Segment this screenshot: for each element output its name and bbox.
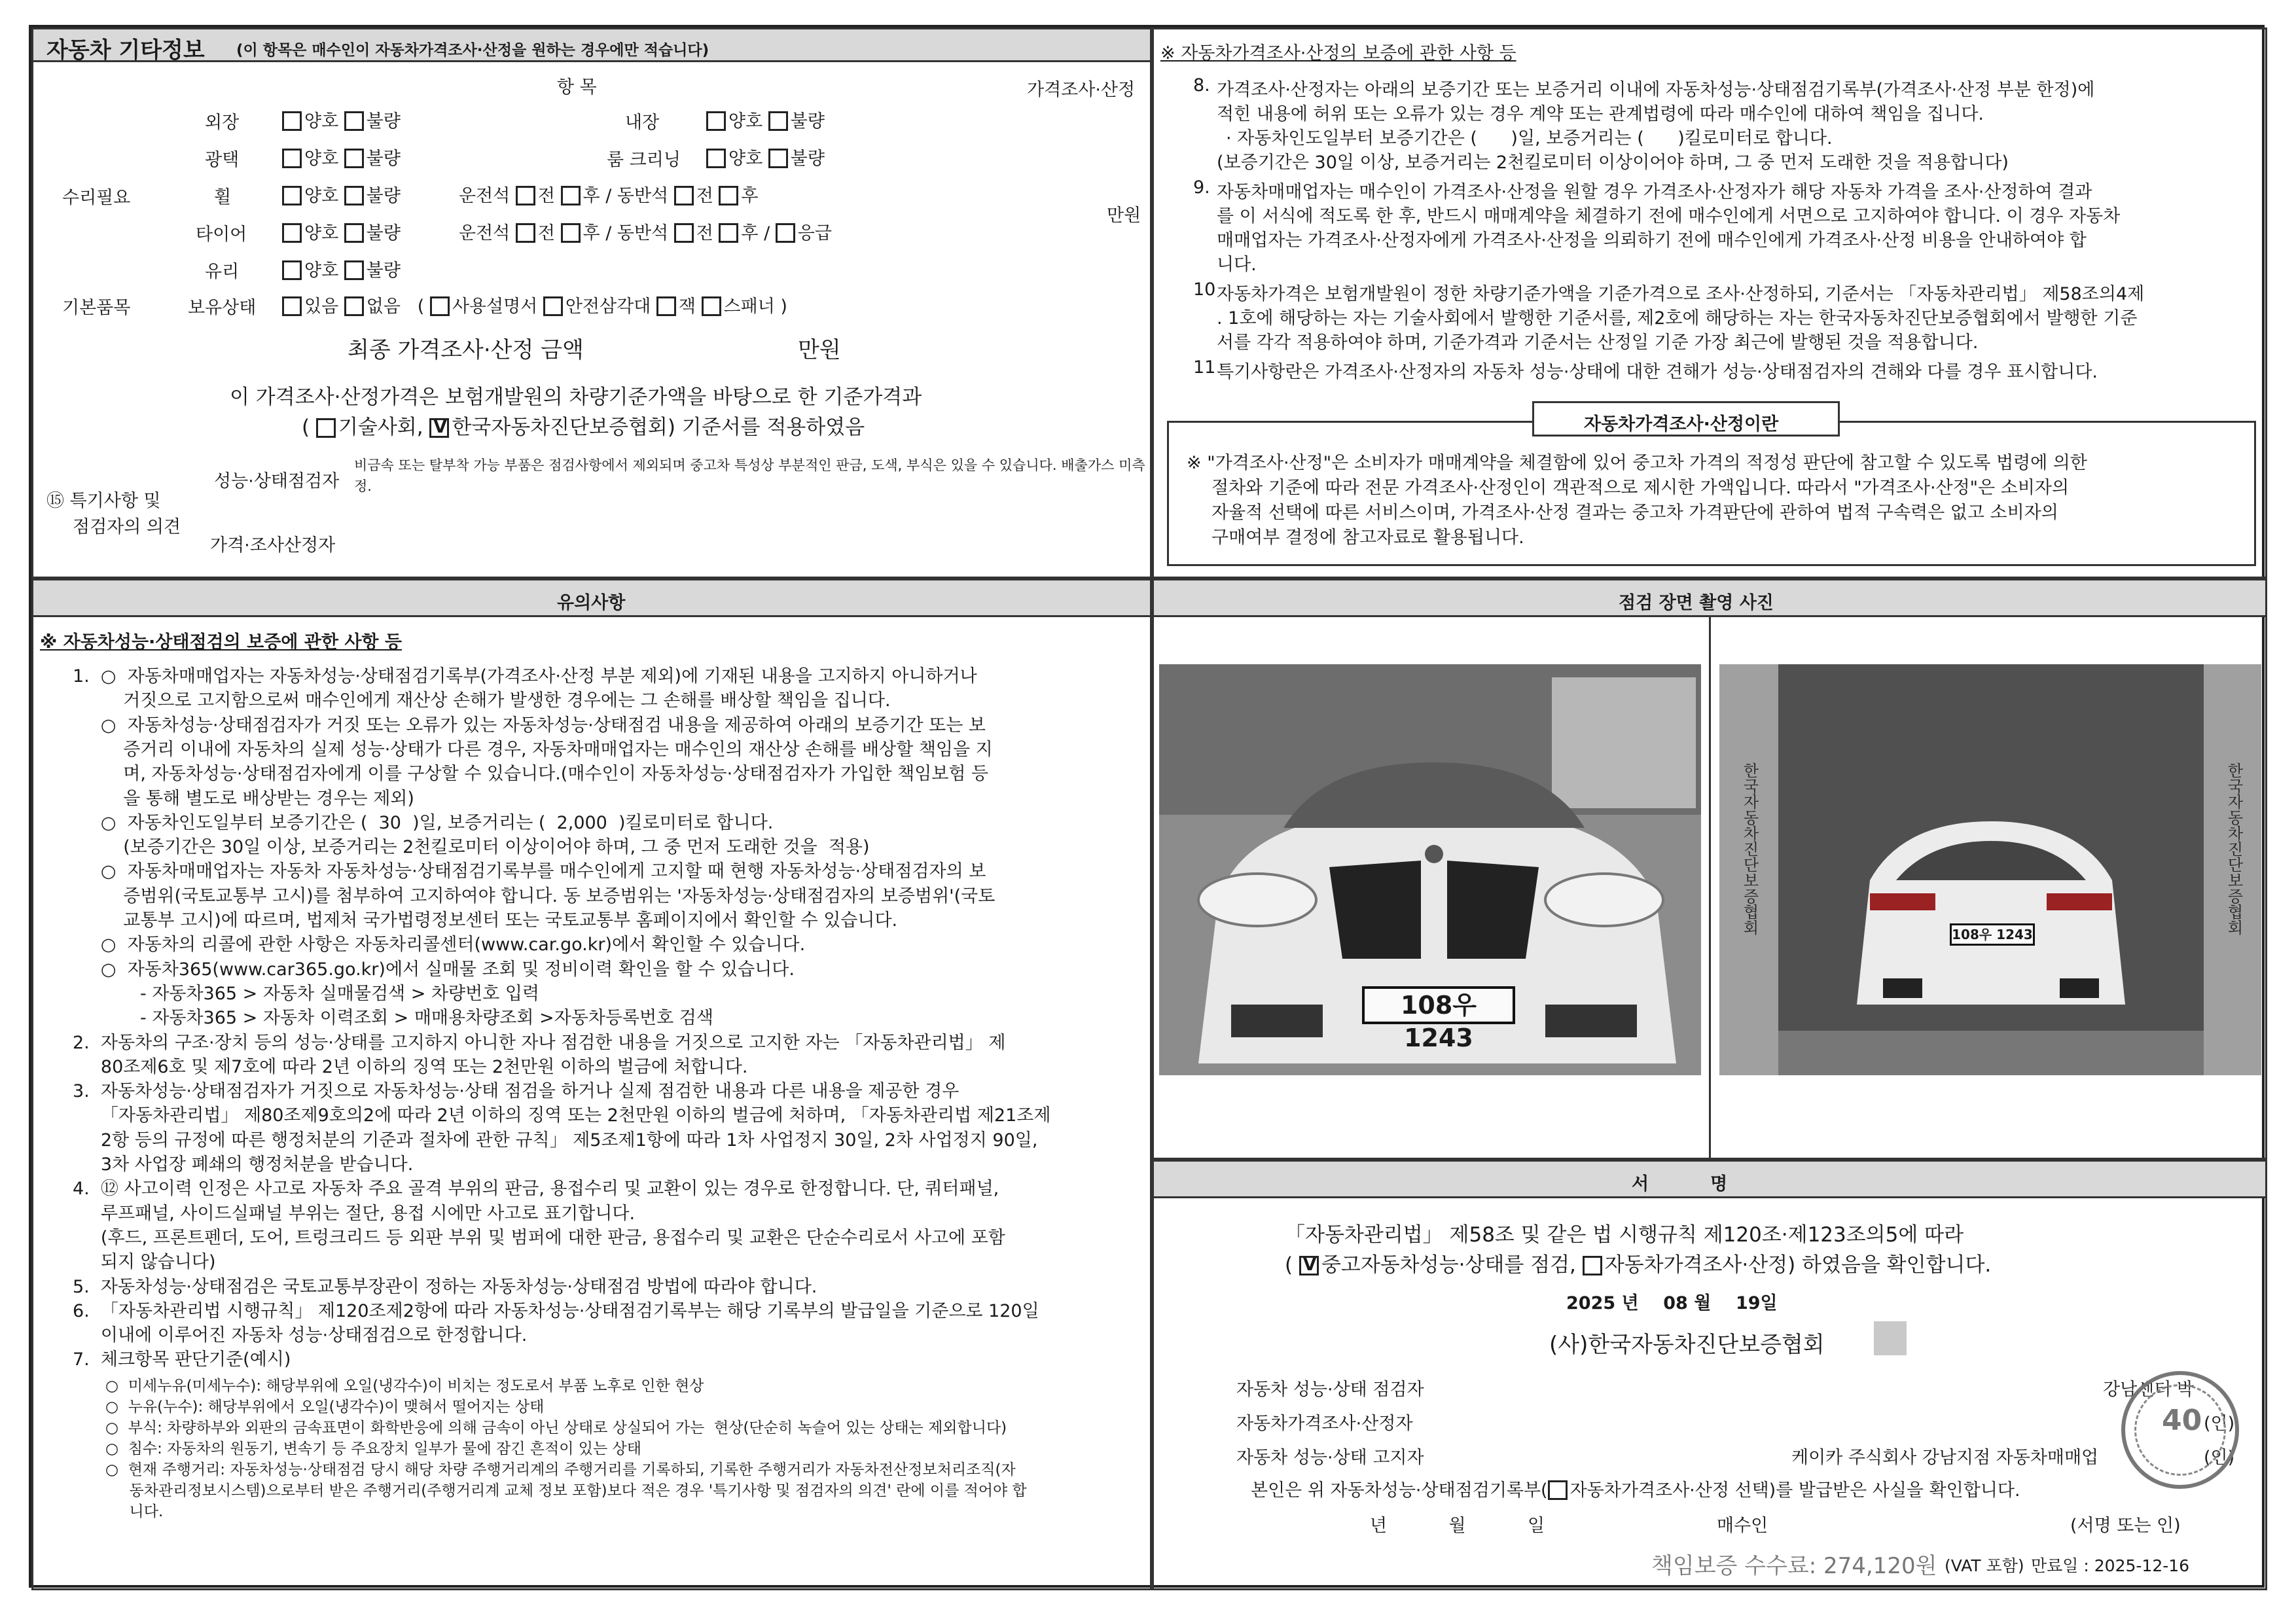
exterior-good-checkbox[interactable]: [282, 111, 302, 131]
signature-header-title: 서 명: [1632, 1174, 1728, 1194]
rear-plate: 108우 1243: [1950, 923, 2035, 946]
appraisal-checkbox[interactable]: [1583, 1256, 1602, 1275]
owned-label: 보유상태: [188, 298, 257, 318]
warranty-item-number: 11: [1193, 357, 1216, 378]
special-label-2: 점검자의 의견: [73, 517, 181, 537]
warranty-item-number: 9.: [1193, 177, 1210, 198]
buyer-sign: (서명 또는 인): [2070, 1516, 2181, 1536]
warranty-fee-vat: (VAT 포함): [1945, 1556, 2024, 1575]
row-tire: 타이어: [196, 224, 247, 245]
note-line: 1. ○ 자동차매매업자는 자동차성능·상태점검기록부(가격조사·산정 부분 제외)에 기재된 내용을 고지하지 아니하거나: [73, 666, 977, 687]
room-good-checkbox[interactable]: [706, 149, 726, 168]
criteria-line: ○ 미세누유(미세누수): 해당부위에 오일(냉각수)이 비치는 정도로서 부품 노후로 인한 현상: [105, 1378, 704, 1395]
front-plate: 108우 1243: [1362, 986, 1515, 1024]
exterior-bad-checkbox[interactable]: [344, 111, 364, 131]
criteria-line: 동차관리정보시스템)으로부터 받은 주행거리(주행거리계 교체 정보 포함)보다 적은 경우 '특기사항 및 점검자의 의견' 란에 이를 적어야 합: [105, 1482, 1027, 1499]
note-line: 증범위(국토교통부 고시)를 첨부하여 고지하여야 합니다. 동 보증범위는 '자동차성능·상태점검자의 보증범위'(국토: [73, 885, 996, 906]
wheel-position: 운전석 전 후 / 동반석 전 후: [459, 186, 759, 206]
wheel-passenger-rear-checkbox[interactable]: [719, 186, 738, 205]
inspector-sign-label: 자동차 성능·상태 점검자: [1236, 1380, 1424, 1400]
warranty-item-line: (보증기간은 30일 이상, 보증거리는 2천킬로미터 이상이어야 하며, 그 중 먼저 도래한 것을 적용합니다): [1217, 152, 2009, 173]
definition-line: 구매여부 결정에 참고자료로 활용됩니다.: [1211, 527, 1524, 548]
wheel-good-checkbox[interactable]: [282, 186, 302, 205]
issue-date: 2025 년 08 월 19일: [1566, 1293, 1778, 1313]
column-price: 가격조사·산정: [1027, 80, 1136, 100]
inspector-opinion-label: 성능·상태점검자: [214, 471, 340, 491]
appraisal-warranty-title: ※ 자동차가격조사·산정의 보증에 관한 사항 등: [1160, 43, 1516, 63]
note-line: 80조제6호 및 제7호에 따라 2년 이하의 징역 또는 2천만원 이하의 벌금에 처합니다.: [73, 1056, 748, 1077]
note-line: ○ 자동차매매업자는 자동차 자동차성능·상태점검기록부를 매수인에게 고지할 때 현행 자동차성능·상태점검자의 보: [73, 861, 986, 882]
warranty-item-line: 자동차매매업자는 매수인이 가격조사·산정을 원할 경우 가격조사·산정자가 해당 자동차 가격을 조사·산정하여 결과: [1217, 182, 2092, 202]
appraiser-sign-label: 자동차가격조사·산정자: [1236, 1414, 1413, 1434]
banner-left: 한국자동차진단보증협회: [1740, 762, 1759, 935]
warranty-item-line: 매매업자는 가격조사·산정자에게 가격조사·산정을 의뢰하기 전에 매수인에게 가격조사·산정 비용을 안내하여야 합: [1217, 230, 2087, 251]
note-line: 증거리 이내에 자동차의 실제 성능·상태가 다른 경우, 자동차매매업자는 매수인의 재산상 손해를 배상할 책임을 지: [73, 739, 993, 760]
spanner-checkbox[interactable]: [702, 296, 721, 316]
note-line: 3차 사업장 폐쇄의 행정처분을 받습니다.: [73, 1154, 414, 1175]
interior-bad-checkbox[interactable]: [768, 111, 788, 131]
notifier-sign-value: 케이카 주식회사 강남지점 자동차매매업: [1791, 1448, 2099, 1468]
note-line: (후드, 프론트펜더, 도어, 트렁크리드 등 외판 부위 및 범퍼에 대한 판금, 용접수리 및 교환은 단순수리로서 사고에 포함: [73, 1227, 1005, 1248]
tech-society-checkbox[interactable]: [316, 418, 336, 438]
note-line: - 자동차365 > 자동차 실매물검색 > 차량번호 입력: [73, 983, 539, 1004]
report-sheet: [29, 25, 2265, 1588]
row-gloss: 광택: [205, 150, 240, 170]
note-line: 되지 않습니다): [73, 1252, 216, 1273]
appraiser-seal: (인): [2204, 1414, 2235, 1434]
warranty-expiry: 만료일 : 2025-12-16: [2031, 1556, 2190, 1575]
buyer-label: 매수인: [1717, 1516, 1768, 1536]
jack-checkbox[interactable]: [656, 296, 676, 316]
special-label-1: ⑮ 특기사항 및: [46, 491, 161, 511]
tire-options: 양호 불량: [282, 219, 401, 244]
note-line: 루프패널, 사이드실패널 부위는 절단, 용접 시에만 사고로 표기합니다.: [73, 1203, 636, 1224]
note-line: 교통부 고시)에 따르며, 법제처 국가법령정보센터 또는 국토교통부 홈페이지에서 확인할 수 있습니다.: [73, 910, 898, 931]
tire-good-checkbox[interactable]: [282, 223, 302, 243]
tire-bad-checkbox[interactable]: [344, 223, 364, 243]
glass-good-checkbox[interactable]: [282, 260, 302, 280]
row-glass: 유리: [205, 262, 240, 282]
gloss-bad-checkbox[interactable]: [344, 149, 364, 168]
warranty-item-line: 가격조사·산정자는 아래의 보증기간 또는 보증거리 이내에 자동차성능·상태점검기록부(가격조사·산정 부분 한정)에: [1217, 80, 2095, 100]
other-info-section: [31, 27, 1152, 579]
interior-options: 양호 불량: [706, 107, 825, 132]
rear-car-image: [1719, 664, 2261, 1075]
note-line: 5. 자동차성능·상태점검은 국토교통부장관이 정하는 자동차성능·상태점검 방법에 따라야 합니다.: [73, 1276, 817, 1297]
other-info-subtitle: (이 항목은 매수인이 자동차가격조사·산정을 원하는 경우에만 적습니다): [236, 42, 709, 59]
warranty-item-line: 적힌 내용에 허위 또는 오류가 있는 경우 계약 또는 관계법령에 따라 매수인에 대하여 책임을 집니다.: [1217, 104, 1984, 124]
association-stamp: [2121, 1371, 2239, 1489]
warranty-item-line: 니다.: [1217, 255, 1257, 275]
warranty-item-number: 8.: [1193, 75, 1210, 96]
used-car-inspection-checkbox[interactable]: [1299, 1256, 1319, 1275]
tire-passenger-front-checkbox[interactable]: [674, 223, 694, 243]
basic-label: 기본품목: [62, 298, 131, 318]
front-photo: [1159, 664, 1701, 1075]
warranty-item-line: 서를 각각 적용하여야 하며, 기준가격과 기준서는 산정일 기준 가장 최근에 발행된 것을 적용합니다.: [1217, 332, 1979, 353]
criteria-line: 니다.: [105, 1503, 164, 1520]
note-line: 「자동차관리법」 제80조제9호의2에 따라 2년 이하의 징역 또는 2천만원 이하의 벌금에 처하며, 「자동차관리법 제21조제: [73, 1105, 1051, 1126]
law-line: 「자동차관리법」 제58조 및 같은 법 시행규칙 제120조·제123조의5에 따라: [1285, 1223, 1964, 1247]
notifier-sign-label: 자동차 성능·상태 고지자: [1236, 1448, 1424, 1468]
receipt-line: 본인은 위 자동차성능·상태점검기록부( 자동차가격조사·산정 선택)를 발급받은 사실을 확인합니다.: [1251, 1480, 2020, 1501]
note-line: 을 통해 별도로 배상받는 경우는 제외): [73, 788, 414, 809]
exterior-options: 양호 불량: [282, 107, 401, 132]
criteria-line: ○ 침수: 자동차의 원동기, 변속기 등 주요장치 일부가 물에 잠긴 흔적이 있는 상태: [105, 1440, 641, 1457]
notes-section: [31, 579, 1152, 1590]
note-line: 며, 자동차성능·상태점검자에게 이를 구상할 수 있습니다.(매수인이 자동차성능·상태점검자가 가입한 책임보험 등: [73, 764, 989, 785]
org-name: (사)한국자동차진단보증협회: [1549, 1332, 1825, 1358]
other-info-title: 자동차 기타정보: [46, 37, 205, 63]
note-line: 6. 「자동차관리법 시행규칙」 제120조제2항에 따라 자동차성능·상태점검기록부는 해당 기록부의 발급일을 기준으로 120일: [73, 1300, 1039, 1321]
note-line: ○ 자동차성능·상태점검자가 거짓 또는 오류가 있는 자동차성능·상태점검 내용을 제공하여 아래의 보증기간 또는 보: [73, 715, 986, 736]
triangle-checkbox[interactable]: [543, 296, 563, 316]
warranty-item-number: 10: [1193, 279, 1216, 300]
gloss-options: 양호 불량: [282, 144, 401, 169]
column-item: 항 목: [557, 77, 597, 98]
tire-driver-rear-checkbox[interactable]: [561, 223, 581, 243]
note-line: 이내에 이루어진 자동차 성능·상태점검으로 한정합니다.: [73, 1325, 528, 1346]
photos-header: [1154, 580, 2265, 617]
appraiser-opinion-label: 가격·조사산정자: [210, 535, 336, 556]
note-line: 3. 자동차성능·상태점검자가 거짓으로 자동차성능·상태 점검을 하거나 실제 점검한 내용과 다른 내용을 제공한 경우: [73, 1081, 960, 1102]
price-won: 만원: [1107, 205, 1141, 226]
note-line: 2. 자동차의 구조·장치 등의 성능·상태를 고지하지 아니한 자나 점검한 내용을 거짓으로 고지한 자는 「자동차관리법」 제: [73, 1032, 1006, 1053]
tire-position: 운전석 전 후 / 동반석 전 후 / 응급: [459, 223, 832, 243]
basis-line-2: ( 기술사회, V 한국자동차진단보증협회) 기준서를 적용하였음: [302, 410, 865, 440]
note-line: ○ 자동차인도일부터 보증기간은 ( 30 )일, 보증거리는 ( 2,000 )킬로미터로 합니다.: [73, 812, 774, 833]
receipt-appraisal-checkbox[interactable]: [1548, 1480, 1568, 1500]
banner-right: 한국자동차진단보증협회: [2225, 762, 2243, 935]
warranty-item-line: 를 이 서식에 적도록 한 후, 반드시 매매계약을 체결하기 전에 매수인에게 서면으로 고지하여야 합니다. 이 경우 자동차: [1217, 206, 2121, 226]
inspector-opinion-text: 비금속 또는 탈부착 가능 부품은 점검사항에서 제외되며 중고차 특성상 부분적인 판금, 도색, 부식은 있을 수 있습니다. 배출가스 미측정.: [354, 457, 1145, 494]
org-seal: [1874, 1321, 1907, 1355]
wheel-passenger-front-checkbox[interactable]: [674, 186, 694, 205]
tire-passenger-rear-checkbox[interactable]: [719, 223, 738, 243]
rear-photo: [1719, 664, 2261, 1075]
warranty-fee: 책임보증 수수료: 274,120원: [1651, 1553, 1937, 1579]
glass-options: 양호 불량: [282, 256, 401, 281]
row-exterior: 외장: [205, 113, 240, 133]
notes-header-title: 유의사항: [557, 593, 626, 613]
row-wheel: 휠: [214, 187, 232, 207]
signature-header: [1154, 1162, 2265, 1198]
owned-yes-checkbox[interactable]: [282, 296, 302, 316]
notes-title: ※ 자동차성능·상태점검의 보증에 관한 사항 등: [40, 632, 402, 652]
final-amount-label: 최종 가격조사·산정 금액: [348, 337, 584, 363]
signature-section: [1152, 1160, 2267, 1590]
warranty-item-line: · 자동차인도일부터 보증기간은 ( )일, 보증거리는 ( )킬로미터로 합니다.: [1226, 128, 1833, 149]
definition-line: 자율적 선택에 따른 서비스이며, 가격조사·산정 결과는 중고차 가격판단에 관하여 법적 구속력은 없고 소비자의: [1211, 503, 2058, 523]
glass-bad-checkbox[interactable]: [344, 260, 364, 280]
warranty-item-line: . 1호에 해당하는 자는 기술사회에서 발행한 기준서를, 제2호에 해당하는 자는 한국자동차진단보증협회에서 발행한 기준: [1217, 308, 2138, 329]
row-interior: 내장: [625, 113, 660, 133]
wheel-driver-rear-checkbox[interactable]: [561, 186, 581, 205]
final-amount-won: 만원: [798, 337, 841, 363]
wheel-options: 양호 불량: [282, 181, 401, 207]
kaida-checkbox[interactable]: [429, 418, 449, 438]
wheel-bad-checkbox[interactable]: [344, 186, 364, 205]
owned-no-checkbox[interactable]: [344, 296, 364, 316]
photos-header-title: 점검 장면 촬영 사진: [1619, 593, 1774, 613]
wheel-driver-front-checkbox[interactable]: [516, 186, 535, 205]
other-info-header: [33, 29, 1150, 62]
stamp-number: 40: [2162, 1404, 2202, 1437]
note-line: ○ 자동차의 리콜에 관한 사항은 자동차리콜센터(www.car.go.kr)에서 확인할 수 있습니다.: [73, 935, 806, 955]
definition-line: ※ "가격조사·산정"은 소비자가 매매계약을 체결함에 있어 중고차 가격의 적정성 판단에 참고할 수 있도록 법령에 의한: [1187, 453, 2087, 473]
note-line: 2항 등의 규정에 따른 행정처분의 기준과 절차에 관한 규칙」 제5조제1항에 따라 1차 사업정지 30일, 2차 사업정지 90일,: [73, 1130, 1038, 1150]
criteria-line: ○ 부식: 차량하부와 외판의 금속표면이 화학반응에 의해 금속이 아닌 상태로 상실되어 가는 현상(단순히 녹슬어 있는 상태는 제외합니다): [105, 1419, 1007, 1436]
tire-driver-front-checkbox[interactable]: [516, 223, 535, 243]
confirm-line: ( V중고자동차성능·상태를 점검, 자동차가격조사·산정) 하였음을 확인합니다.: [1285, 1248, 1991, 1277]
warranty-item-line: 자동차가격은 보험개발원이 정한 차량기준가액을 기준가격으로 조사·산정하되, 기준서는 「자동차관리법」 제58조의4제: [1217, 284, 2145, 304]
room-bad-checkbox[interactable]: [768, 149, 788, 168]
basis-line-1: 이 가격조사·산정가격은 보험개발원의 차량기준가액을 바탕으로 한 기준가격과: [230, 385, 922, 409]
manual-checkbox[interactable]: [430, 296, 450, 316]
buyer-date: 년 월 일: [1370, 1516, 1545, 1536]
criteria-line: ○ 현재 주행거리: 자동차성능·상태점검 당시 해당 차량 주행거리계의 주행거리를 기록하되, 기록한 주행거리가 자동차전산정보처리조직(자: [105, 1461, 1016, 1478]
notes-header: [33, 580, 1150, 617]
row-room-cleaning: 룸 크리닝: [607, 150, 681, 170]
criteria-line: ○ 누유(누수): 해당부위에서 오일(냉각수)이 맺혀서 떨어지는 상태: [105, 1399, 545, 1416]
owned-options: 있음 없음 ( 사용설명서 안전삼각대 잭 스패너 ): [282, 292, 787, 317]
appraisal-definition-title-box: [1532, 401, 1840, 437]
photos-section: [1152, 579, 2267, 1160]
warranty-item-line: 특기사항란은 가격조사·산정자의 자동차 성능·상태에 대한 견해가 성능·상태점검자의 견해와 다를 경우 표시합니다.: [1217, 362, 2098, 382]
note-line: - 자동차365 > 자동차 이력조회 > 매매용차량조회 >자동차등록번호 검색: [73, 1008, 713, 1029]
note-line: (보증기간은 30일 이상, 보증거리는 2천킬로미터 이상이어야 하며, 그 중 먼저 도래한 것을 적용): [73, 837, 870, 858]
notifier-seal: (인): [2204, 1448, 2235, 1468]
interior-good-checkbox[interactable]: [706, 111, 726, 131]
appraisal-warranty-section: [1152, 27, 2267, 579]
repair-label: 수리필요: [62, 188, 131, 208]
gloss-good-checkbox[interactable]: [282, 149, 302, 168]
note-line: 거짓으로 고지함으로써 매수인에게 재산상 손해가 발생한 경우에는 그 손해를 배상할 책임을 집니다.: [73, 690, 891, 711]
definition-line: 절차와 기준에 따라 전문 가격조사·산정인이 객관적으로 제시한 가액입니다. 따라서 "가격조사·산정"은 소비자의: [1211, 478, 2070, 498]
note-line: 4. ⑫ 사고이력 인정은 사고로 자동차 주요 골격 부위의 판금, 용접수리 및 교환이 있는 경우로 한정합니다. 단, 쿼터패널,: [73, 1179, 999, 1200]
tire-emergency-checkbox[interactable]: [776, 223, 795, 243]
appraisal-definition-title: 자동차가격조사·산정이란: [1584, 414, 1779, 435]
note-line: ○ 자동차365(www.car365.go.kr)에서 실매물 조회 및 정비이력 확인을 할 수 있습니다.: [73, 959, 795, 980]
room-options: 양호 불량: [706, 144, 825, 169]
note-line: 7. 체크항목 판단기준(예시): [73, 1349, 291, 1370]
inspector-sign-value: 강남센터 박: [2103, 1380, 2194, 1400]
